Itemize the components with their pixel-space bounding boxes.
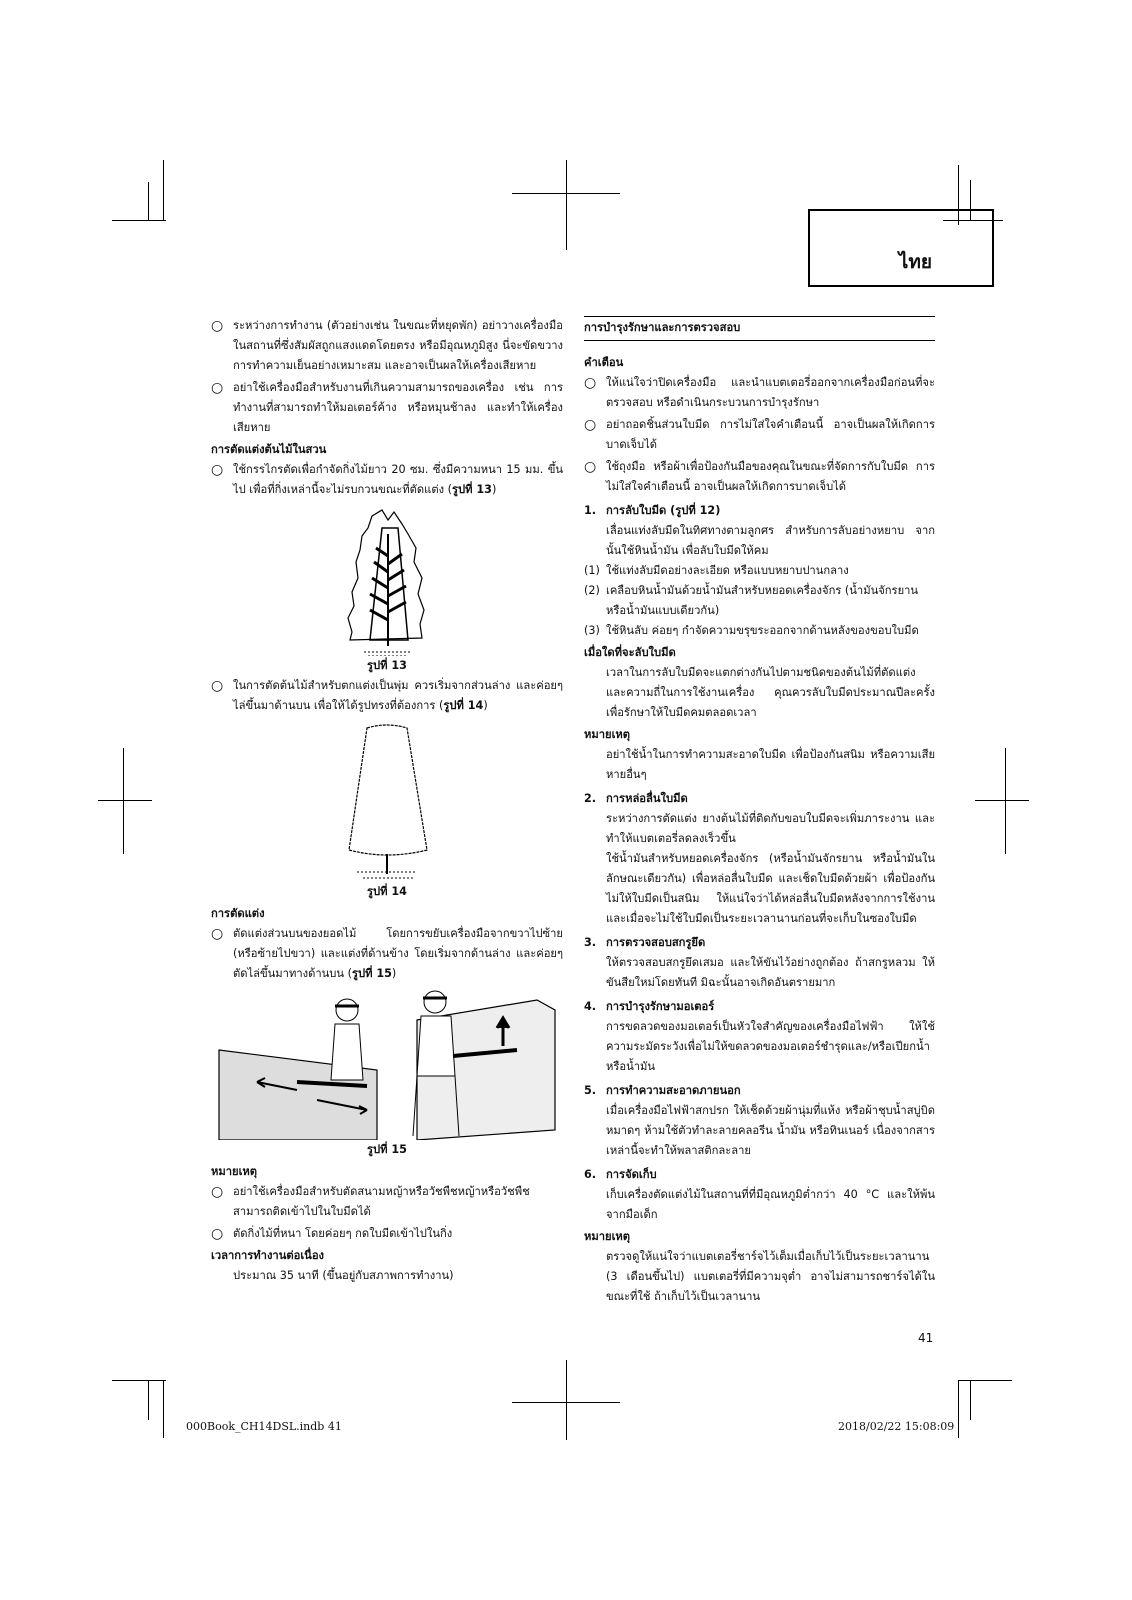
figure-13-shrub-illustration <box>312 506 462 656</box>
step-heading: 4. การบำรุงรักษามอเตอร์ <box>584 1000 715 1013</box>
warning-item: ○ อย่าถอดชิ้นส่วนใบมีด การไม่ใส่ใจคำเตือนนี้ อาจเป็นผลให้เกิดการบาดเจ็บได้ <box>584 417 935 451</box>
bullet-item: ○ อย่าใช้เครื่องมือสำหรับตัดสนามหญ้าหรือวัชพืชหญ้าหรือวัชพืชสามารถติดเข้าไปในใบมีดได้ <box>211 1184 530 1218</box>
figure-14-caption: รูปที่ 14 <box>367 885 407 898</box>
section-title: การบำรุงรักษาและการตรวจสอบ <box>584 316 935 341</box>
warning-item: ○ ให้แน่ใจว่าปิดเครื่องมือ และนำแบตเตอรี่ออกจากเครื่องมือก่อนที่จะตรวจสอบ หรือดำเนินกระบวนการบำรุงรักษา <box>584 375 935 409</box>
heading-note: หมายเหตุ <box>584 728 631 741</box>
step-heading: 5. การทำความสะอาดภายนอก <box>584 1084 741 1097</box>
footer-file: 000Book_CH14DSL.indb 41 <box>186 1420 342 1433</box>
note-text: อย่าใช้น้ำในการทำความสะอาดใบมีด เพื่อป้องกันสนิม หรือความเสียหายอื่นๆ <box>606 748 935 781</box>
bullet-item: ○ ตัดแต่งส่วนบนของยอดไม้ โดยการขยับเครื่องมือจากขวาไปซ้าย (หรือซ้ายไปขวา) และแต่งที่ด้านข้าง โดยเริ่มจากด้านล่าง และค่อยๆ ตัดไล่ขึ้นมาทางด้านบน (รูปที่ 15) <box>211 926 563 980</box>
bullet-item: ○ ระหว่างการทำงาน (ตัวอย่างเช่น ในขณะที่หยุดพัก) อย่าวางเครื่องมือในสถานที่ซึ่งสัมผัสถูกแสงแดดโดยตรง หรือมีอุณหภูมิสูง นี่จะขัดขวางการทำความเย็นอย่างเหมาะสม และอาจเป็นผลให้เครื่องเสียหาย <box>211 318 563 372</box>
step-text: เก็บเครื่องตัดแต่งไม้ในสถานที่ที่มีอุณหภูมิต่ำกว่า 40 °C และให้พ้นจากมือเด็ก <box>606 1188 935 1221</box>
heading-warning: คำเตือน <box>584 356 624 369</box>
heading-note: หมายเหตุ <box>584 1230 631 1243</box>
step-heading: 2. การหล่อลื่นใบมีด <box>584 792 688 805</box>
heading-note: หมายเหตุ <box>211 1165 258 1178</box>
step-text: เมื่อเครื่องมือไฟฟ้าสกปรก ให้เช็ดด้วยผ้านุ่มที่แห้ง หรือผ้าชุบน้ำสบู่บิดหมาดๆ ห้ามใช้ตัวทำละลายคลอรีน น้ำมัน หรือทินเนอร์ เนื่องจากสารเหล่านี้จะทำให้พลาสติกละลาย <box>606 1104 935 1157</box>
continuous-time-text: ประมาณ 35 นาที (ขึ้นอยู่กับสภาพการทำงาน) <box>233 1269 454 1282</box>
step-text: ให้ตรวจสอบสกรูยึดเสมอ และให้ขันไว้อย่างถูกต้อง ถ้าสกรูหลวม ให้ขันสียใหม่โดยทันที มิฉะนั้นอาจเกิดอันตรายมาก <box>606 956 935 989</box>
heading-garden: การตัดแต่งต้นไม้ในสวน <box>211 443 327 456</box>
step-text: ใช้น้ำมันสำหรับหยอดเครื่องจักร (หรือน้ำมันจักรยาน หรือน้ำมันในลักษณะเดียวกัน) เพื่อหล่อลื่นใบมีด และเช็ดใบมีดด้วยผ้า เพื่อป้องกันไม่ให้ใบมีดเป็นสนิม ให้แน่ใจว่าได้หล่อลื่นใบมีดหลังจากการใช้งาน และเมื่อจะไม่ใช้ใบมีดเป็นระยะเวลานานก่อนที่จะเก็บในซองใบมีด <box>606 852 935 925</box>
step-heading: 6. การจัดเก็บ <box>584 1168 657 1181</box>
sub-item: (1) ใช้แท่งลับมีดอย่างละเอียด หรือแบบหยาบปานกลาง <box>584 564 849 577</box>
language-label: ไทย <box>898 251 932 273</box>
step-heading: 1. การลับใบมีด (รูปที่ 12) <box>584 504 721 517</box>
figure-13-caption: รูปที่ 13 <box>367 659 407 672</box>
sub-item: (3) ใช้หินลับ ค่อยๆ กำจัดความขรุขระออกจากด้านหลังของขอบใบมีด <box>584 624 919 637</box>
figure-14-shaped-shrub-illustration <box>327 722 447 882</box>
heading-when-sharpen: เมื่อใดที่จะลับใบมีด <box>584 646 676 659</box>
step-text: การขดลวดของมอเตอร์เป็นหัวใจสำคัญของเครื่องมือไฟฟ้า ให้ใช้ความระมัดระวังเพื่อไม่ให้ขดลวดของมอเตอร์ชำรุดและ/หรือเปียกน้ำหรือน้ำมัน <box>606 1020 935 1073</box>
sub-item: (2) เคลือบหินน้ำมันด้วยน้ำมันสำหรับหยอดเครื่องจักร (น้ำมันจักรยาน หรือน้ำมันแบบเดียวกัน) <box>584 584 919 617</box>
bullet-item: ○ ตัดกิ่งไม้ที่หนา โดยค่อยๆ กดใบมีดเข้าไปในกิ่ง <box>211 1226 453 1242</box>
right-column <box>584 316 935 1307</box>
footer-timestamp: 2018/02/22 15:08:09 <box>838 1420 955 1433</box>
figure-15-caption: รูปที่ 15 <box>367 1143 407 1156</box>
warning-item: ○ ใช้ถุงมือ หรือผ้าเพื่อป้องกันมือของคุณในขณะที่จัดการกับใบมีด การไม่ใส่ใจคำเตือนนี้ อาจเป็นผลให้เกิดการบาดเจ็บได้ <box>584 459 935 493</box>
left-column <box>211 316 563 1286</box>
step-text: เลื่อนแท่งลับมีดในทิศทางตามลูกศร สำหรับการลับอย่างหยาบ จากนั้นใช้หินน้ำมัน เพื่อลับใบมีดให้คม <box>606 524 935 557</box>
note-text: ตรวจดูให้แน่ใจว่าแบตเตอรี่ชาร์จไว้เต็มเมื่อเก็บไว้เป็นระยะเวลานาน (3 เดือนขึ้นไป) แบตเตอรี่ที่มีความจุต่ำ อาจไม่สามารถชาร์จได้ในขณะที่ใช้ ถ้าเก็บไว้เป็นเวลานาน <box>606 1250 935 1303</box>
heading-trim: การตัดแต่ง <box>211 907 265 920</box>
heading-continuous-time: เวลาการทำงานต่อเนื่อง <box>211 1249 324 1262</box>
when-sharpen-text: เวลาในการลับใบมีดจะแตกต่างกันไปตามชนิดของต้นไม้ที่ตัดแต่ง และความถี่ในการใช้งานเครื่อง คุณควรลับใบมีดประมาณปีละครั้ง เพื่อรักษาให้ใบมีดคมตลอดเวลา <box>606 666 935 719</box>
step-text: ระหว่างการตัดแต่ง ยางต้นไม้ที่ติดกับขอบใบมีดจะเพิ่มภาระงาน และทำให้แบตเตอรี่ลดลงเร็วขึ้น <box>606 812 935 845</box>
bullet-item: ○ อย่าใช้เครื่องมือสำหรับงานที่เกินความสามารถของเครื่อง เช่น การทำงานที่สามารถทำให้มอเตอร์ค้าง หรือหมุนช้าลง และทำให้เครื่องเสียหาย <box>211 380 563 434</box>
figure-15-trimming-illustration <box>217 990 557 1140</box>
language-tab <box>808 209 994 287</box>
bullet-item: ○ ในการตัดต้นไม้สำหรับตกแต่งเป็นพุ่ม ควรเริ่มจากส่วนล่าง และค่อยๆ ไล่ขึ้นมาด้านบน เพื่อให้ได้รูปทรงที่ต้องการ (รูปที่ 14) <box>211 678 563 712</box>
step-heading: 3. การตรวจสอบสกรูยึด <box>584 936 706 949</box>
bullet-item: ○ ใช้กรรไกรตัดเพื่อกำจัดกิ่งไม้ยาว 20 ซม. ซึ่งมีความหนา 15 มม. ขึ้นไป เพื่อที่กิ่งเหล่านี้จะไม่รบกวนขณะที่ตัดแต่ง (รูปที่ 13) <box>211 462 563 496</box>
page-number: 41 <box>918 1331 934 1345</box>
